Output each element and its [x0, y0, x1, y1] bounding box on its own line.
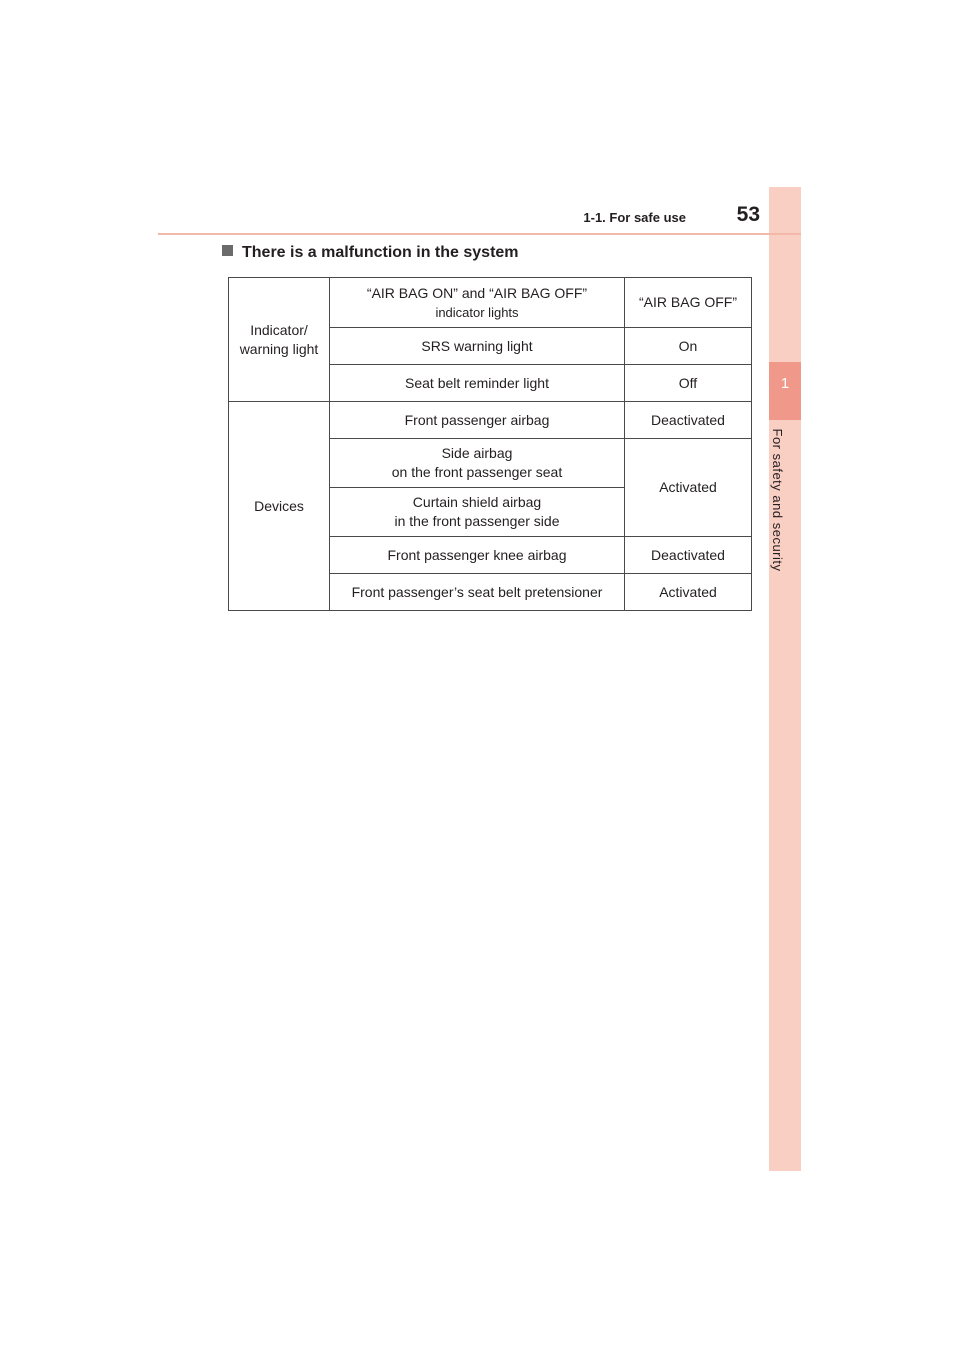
table-cell: SRS warning light	[330, 328, 625, 365]
table-cell: Off	[625, 365, 752, 402]
cell-text: indicator lights	[435, 304, 519, 320]
table-cell: Front passenger’s seat belt pretensioner	[330, 574, 625, 611]
cell-text: Side airbag	[441, 445, 513, 461]
header-rule	[158, 233, 801, 235]
table-cell: Front passenger airbag	[330, 402, 625, 439]
table-cell: Deactivated	[625, 402, 752, 439]
table-row	[229, 402, 752, 439]
square-bullet-icon	[222, 245, 233, 256]
malfunction-status-table	[228, 277, 752, 611]
table-cell: Seat belt reminder light	[330, 365, 625, 402]
indicator-label-cell	[229, 278, 330, 402]
chapter-number: 1	[780, 375, 790, 392]
chapter-sidebar	[769, 187, 801, 1171]
heading-text: There is a malfunction in the system	[242, 244, 519, 261]
table-cell: On	[625, 328, 752, 365]
indicator-label-line: Indicator/	[250, 321, 308, 338]
table-cell: Activated	[625, 439, 752, 537]
table-cell	[330, 488, 625, 537]
section-title: 1-1. For safe use	[583, 210, 686, 225]
chapter-title: For safety and security	[770, 428, 785, 572]
section-heading	[222, 244, 519, 262]
cell-text: on the front passenger seat	[391, 464, 563, 480]
cell-text: Curtain shield airbag	[412, 494, 542, 510]
page-number: 53	[736, 203, 760, 226]
devices-label-cell: Devices	[229, 402, 330, 611]
table-cell: Activated	[625, 574, 752, 611]
table-cell: Deactivated	[625, 537, 752, 574]
table-row	[229, 278, 752, 328]
table-cell	[330, 439, 625, 488]
table-cell: Front passenger knee airbag	[330, 537, 625, 574]
table-cell	[330, 278, 625, 328]
table-cell: “AIR BAG OFF”	[625, 278, 752, 328]
cell-text: in the front passenger side	[394, 513, 560, 529]
indicator-label-line: warning light	[239, 340, 319, 357]
cell-text: “AIR BAG ON” and “AIR BAG OFF”	[366, 284, 588, 301]
